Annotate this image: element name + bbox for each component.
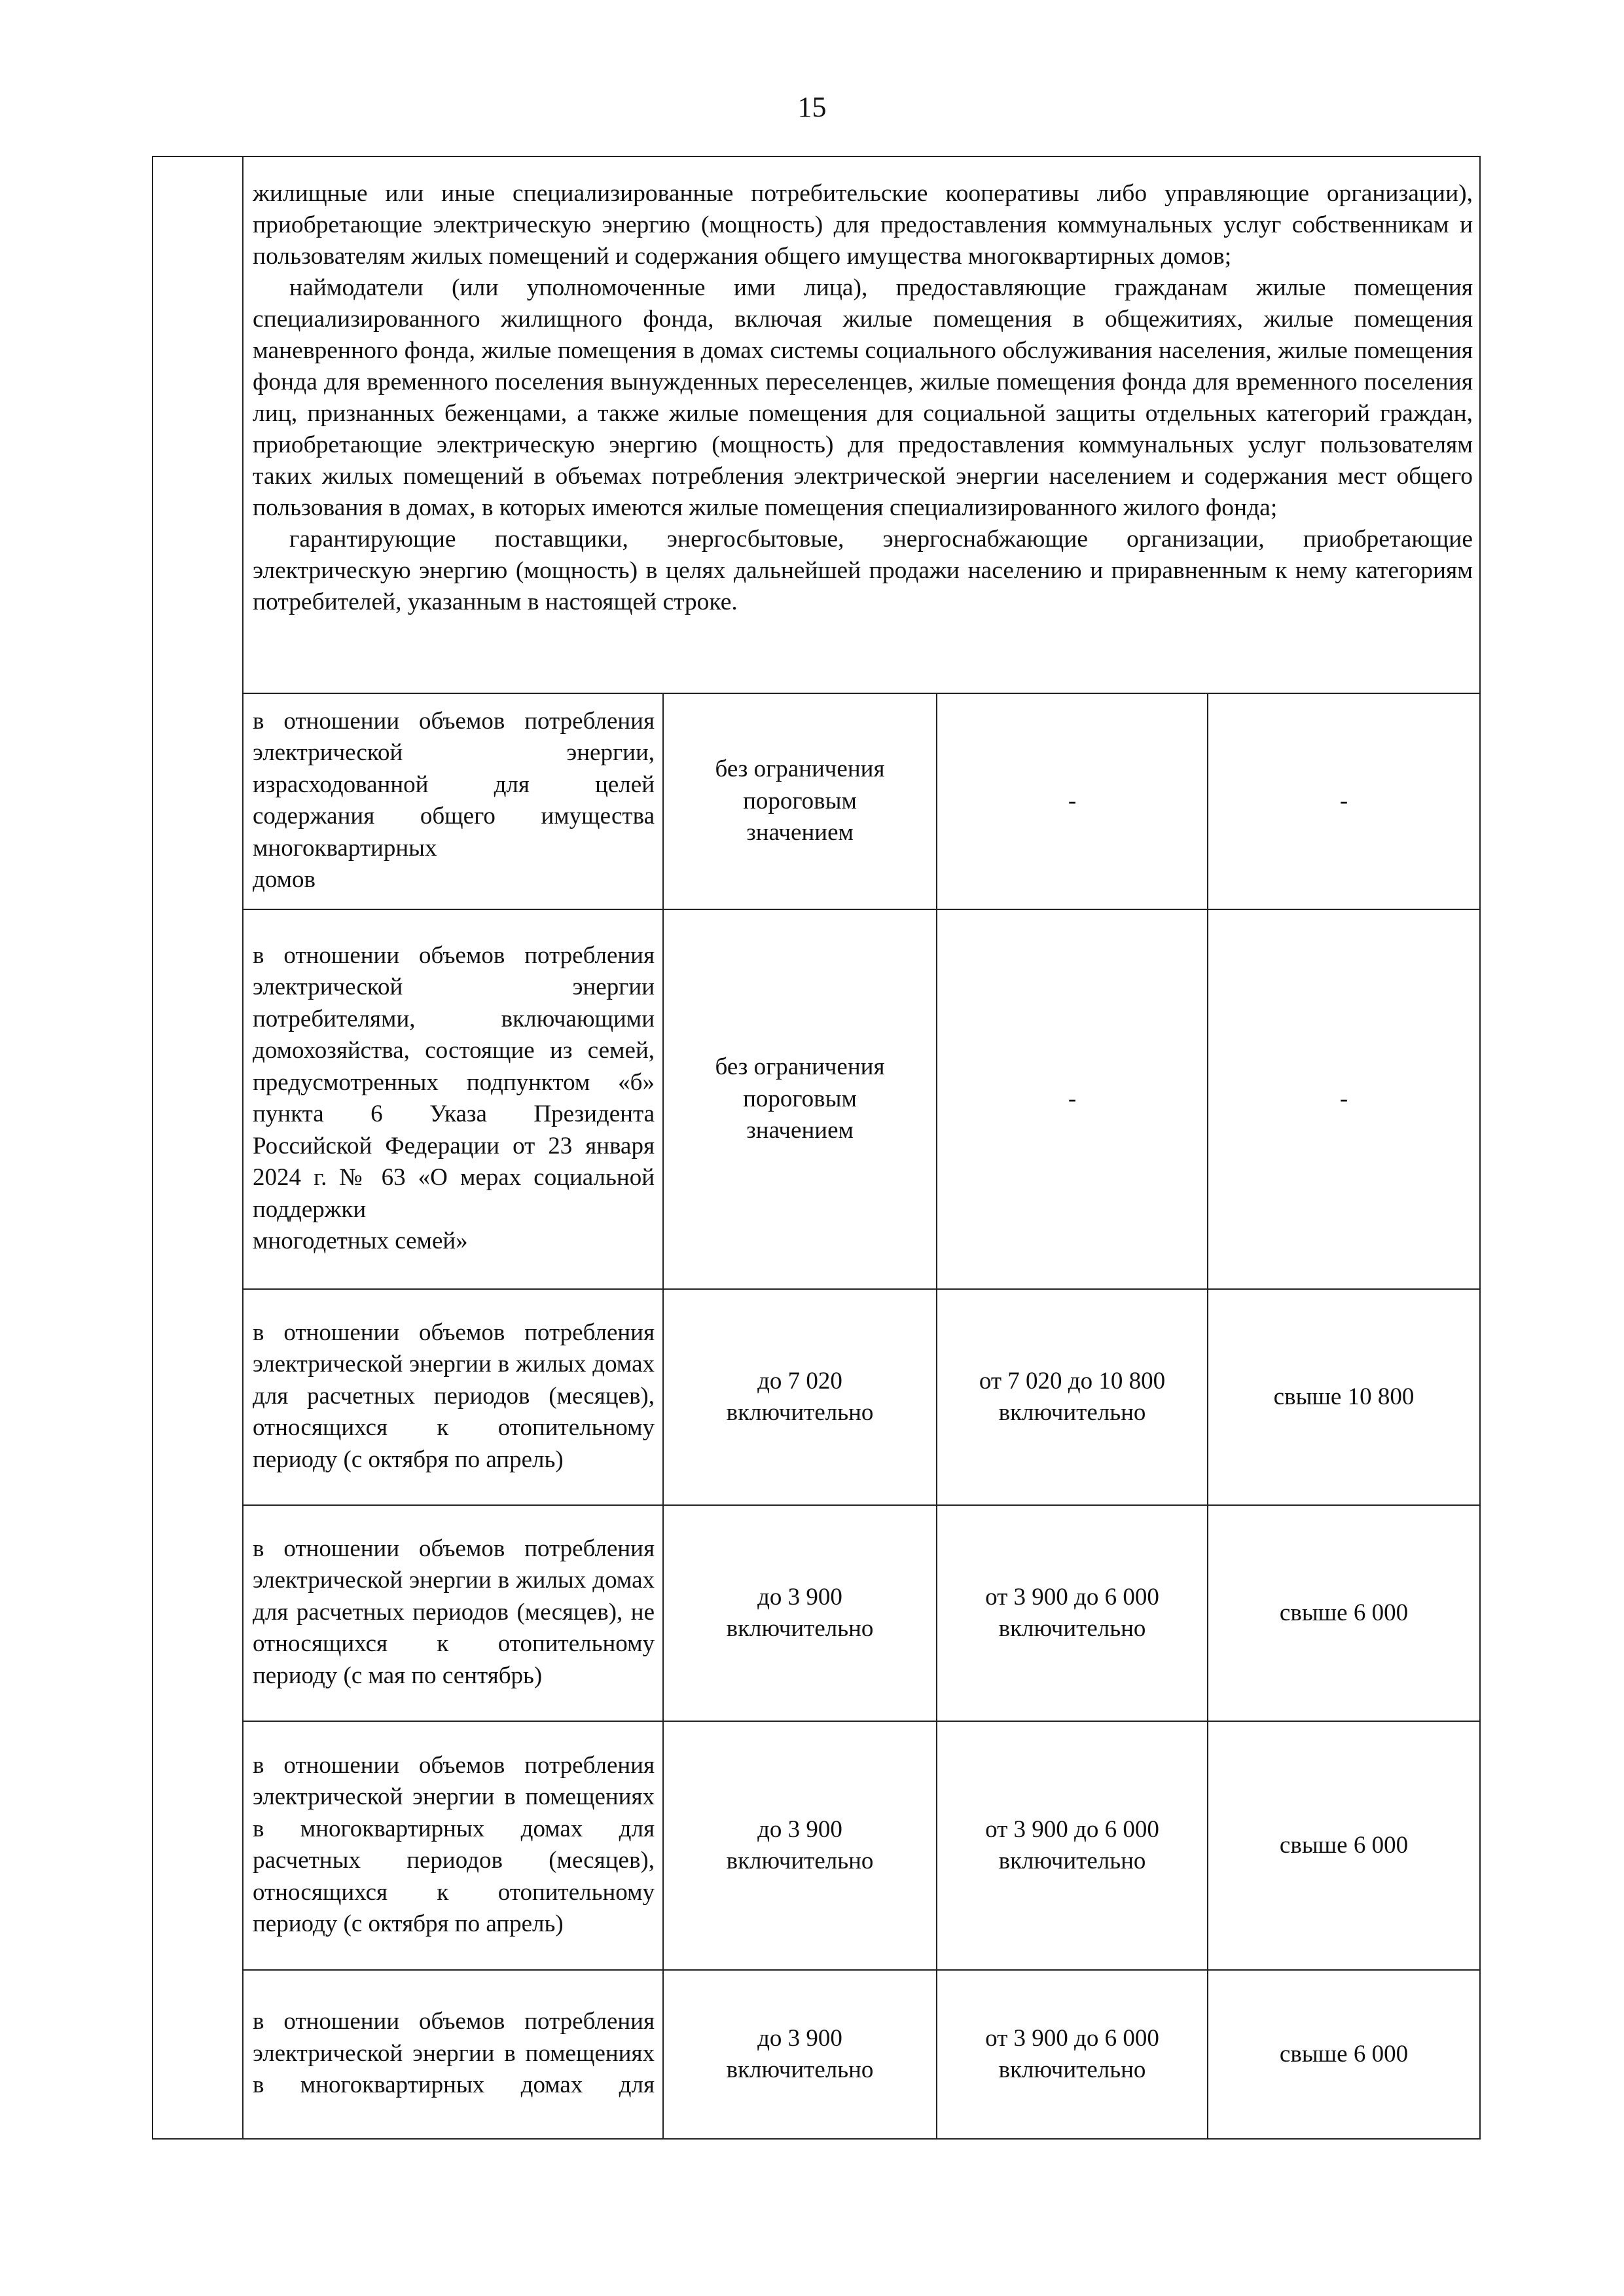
table-row	[153, 693, 1480, 909]
table-row	[153, 1721, 1480, 1970]
volume-description: в отношении объемов потребления электрической энергии в помещениях в многоквартирных домах для расчетных периодов (месяцев), относящихся к отопительному периоду (с октября по апрель)	[243, 1721, 663, 1970]
threshold-3: свыше 6 000	[1208, 1721, 1480, 1970]
threshold-1: до 3 900 включительно	[663, 1505, 937, 1721]
page-number: 15	[797, 91, 827, 123]
table-row	[153, 1289, 1480, 1505]
threshold-1: до 3 900 включительно	[663, 1721, 937, 1970]
row-number-column	[153, 156, 243, 2139]
threshold-3: -	[1208, 693, 1480, 909]
threshold-3: -	[1208, 909, 1480, 1289]
threshold-2: от 3 900 до 6 000 включительно	[937, 1721, 1208, 1970]
consumer-categories-cell	[243, 156, 1480, 693]
threshold-2: от 3 900 до 6 000 включительно	[937, 1970, 1208, 2139]
table-row	[153, 1970, 1480, 2139]
intro-paragraph: наймодатели (или уполномоченные ими лица), предоставляющие гражданам жилые помещения специализированного жилищного фонда, включая жилые помещения в общежитиях, жилые помещения маневренного фонда, жилые помещения в домах системы социального обслуживания населения, жилые помещения фонда для временного поселения вынужденных переселенцев, жилые помещения фонда для временного поселения лиц, признанных беженцами, а также жилые помещения для социальной защиты отдельных категорий граждан, приобретающие электрическую энергию (мощность) для предоставления коммунальных услуг пользователям таких жилых помещений в объемах потребления электрической энергии населением и содержания мест общего пользования в домах, в которых имеются жилые помещения специализированного жилого фонда;	[253, 274, 1473, 521]
threshold-1: до 7 020 включительно	[663, 1289, 937, 1505]
threshold-3: свыше 6 000	[1208, 1505, 1480, 1721]
tariff-table	[152, 156, 1481, 2140]
volume-description: в отношении объемов потребления электрической энергии, израсходованной для целей содержания общего имущества многоквартирных домов	[243, 693, 663, 909]
threshold-1: без ограничения пороговым значением	[663, 693, 937, 909]
volume-description: в отношении объемов потребления электрической энергии в жилых домах для расчетных периодов (месяцев), не относящихся к отопительному периоду (с мая по сентябрь)	[243, 1505, 663, 1721]
threshold-2: от 7 020 до 10 800 включительно	[937, 1289, 1208, 1505]
threshold-1: до 3 900 включительно	[663, 1970, 937, 2139]
threshold-2: от 3 900 до 6 000 включительно	[937, 1505, 1208, 1721]
threshold-2: -	[937, 909, 1208, 1289]
intro-paragraph: жилищные или иные специализированные потребительские кооперативы либо управляющие организации), приобретающие электрическую энергию (мощность) для предоставления коммунальных услуг собственникам и пользователям жилых помещений и содержания общего имущества многоквартирных домов;	[253, 180, 1473, 270]
volume-description: в отношении объемов потребления электрической энергии в помещениях в многоквартирных домах для	[243, 1970, 663, 2139]
threshold-3: свыше 6 000	[1208, 1970, 1480, 2139]
volume-description: в отношении объемов потребления электрической энергии потребителями, включающими домохозяйства, состоящие из семей, предусмотренных подпунктом «б» пункта 6 Указа Президента Российской Федерации от 23 января 2024 г. № 63 «О мерах социальной поддержки многодетных семей»	[243, 909, 663, 1289]
table-row	[153, 1505, 1480, 1721]
table-row	[153, 909, 1480, 1289]
threshold-1: без ограничения пороговым значением	[663, 909, 937, 1289]
intro-paragraph: гарантирующие поставщики, энергосбытовые, энергоснабжающие организации, приобретающие электрическую энергию (мощность) в целях дальнейшей продажи населению и приравненным к нему категориям потребителей, указанным в настоящей строке.	[253, 526, 1473, 615]
threshold-3: свыше 10 800	[1208, 1289, 1480, 1505]
volume-description: в отношении объемов потребления электрической энергии в жилых домах для расчетных периодов (месяцев), относящихся к отопительному периоду (с октября по апрель)	[243, 1289, 663, 1505]
threshold-2: -	[937, 693, 1208, 909]
